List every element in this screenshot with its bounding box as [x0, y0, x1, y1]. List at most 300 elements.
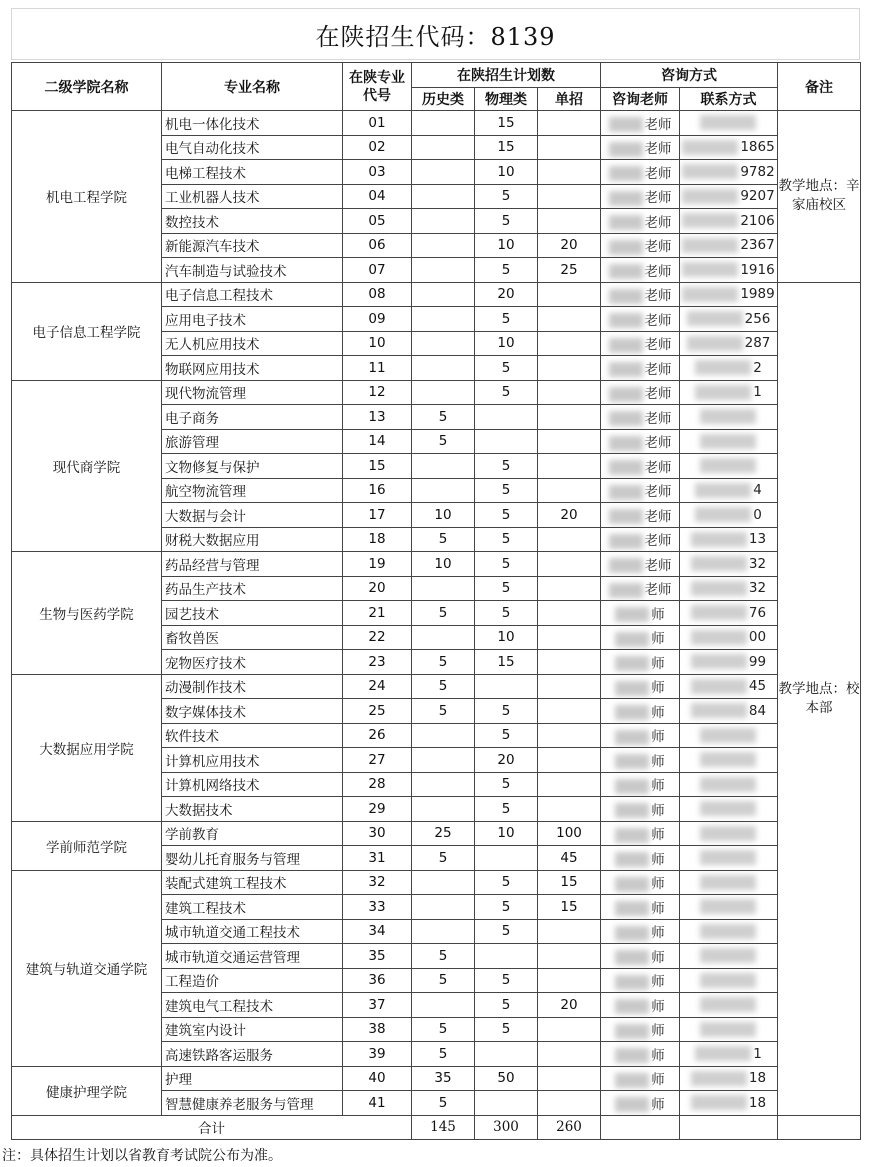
major-code: 34 — [343, 919, 412, 944]
consult-teacher — [601, 184, 680, 209]
major-code: 41 — [343, 1091, 412, 1116]
redacted-phone — [691, 654, 747, 669]
physics-count: 5 — [475, 895, 538, 920]
total-history: 145 — [412, 1115, 475, 1139]
history-count: 5 — [412, 601, 475, 626]
teacher-suffix: 老师 — [644, 214, 672, 231]
major-code: 38 — [343, 1017, 412, 1042]
consult-teacher — [601, 135, 680, 160]
redacted-phone — [700, 801, 756, 816]
major-code: 18 — [343, 527, 412, 552]
redacted-name — [609, 117, 643, 132]
contact-fragment: 2 — [753, 359, 762, 376]
major-code: 01 — [343, 111, 412, 136]
consult-contact — [680, 184, 778, 209]
redacted-name — [609, 436, 643, 451]
redacted-phone — [691, 679, 747, 694]
consult-teacher — [601, 723, 680, 748]
single-count: 100 — [538, 821, 601, 846]
redacted-phone — [700, 826, 756, 841]
major-name: 工业机器人技术 — [162, 184, 343, 209]
single-count: 20 — [538, 233, 601, 258]
redacted-name — [615, 828, 649, 843]
redacted-name — [615, 901, 649, 916]
teacher-suffix: 老师 — [644, 312, 672, 329]
single-count — [538, 356, 601, 381]
consult-contact — [680, 429, 778, 454]
physics-count: 5 — [475, 576, 538, 601]
single-count — [538, 405, 601, 430]
consult-teacher — [601, 307, 680, 332]
teacher-suffix: 老师 — [644, 582, 672, 599]
redacted-name — [609, 509, 643, 524]
teacher-suffix: 老师 — [644, 165, 672, 182]
major-code: 20 — [343, 576, 412, 601]
major-code: 03 — [343, 160, 412, 185]
single-count — [538, 160, 601, 185]
teacher-suffix: 师 — [651, 998, 665, 1015]
redacted-name — [609, 191, 643, 206]
consult-contact — [680, 723, 778, 748]
redacted-phone — [682, 164, 738, 179]
major-code: 07 — [343, 258, 412, 283]
history-count: 5 — [412, 650, 475, 675]
physics-count: 5 — [475, 919, 538, 944]
major-code: 25 — [343, 699, 412, 724]
contact-fragment: 00 — [748, 629, 767, 646]
history-count — [412, 356, 475, 381]
teacher-suffix: 老师 — [644, 263, 672, 280]
physics-count: 5 — [475, 478, 538, 503]
single-count — [538, 282, 601, 307]
contact-fragment: 0 — [753, 506, 762, 523]
history-count: 5 — [412, 1017, 475, 1042]
consult-teacher — [601, 331, 680, 356]
physics-count: 5 — [475, 797, 538, 822]
major-code: 09 — [343, 307, 412, 332]
teacher-suffix: 老师 — [644, 386, 672, 403]
contact-fragment: 99 — [748, 653, 767, 670]
history-count: 5 — [412, 674, 475, 699]
redacted-phone — [700, 850, 756, 865]
single-count — [538, 797, 601, 822]
major-code: 02 — [343, 135, 412, 160]
teacher-suffix: 师 — [651, 753, 665, 770]
single-count — [538, 454, 601, 479]
consult-teacher — [601, 699, 680, 724]
physics-count: 5 — [475, 552, 538, 577]
consult-teacher — [601, 846, 680, 871]
physics-count: 10 — [475, 331, 538, 356]
table-row — [12, 674, 861, 699]
consult-contact — [680, 821, 778, 846]
major-name: 动漫制作技术 — [162, 674, 343, 699]
teacher-suffix: 老师 — [644, 484, 672, 501]
teacher-suffix: 师 — [651, 851, 665, 868]
major-code: 27 — [343, 748, 412, 773]
physics-count — [475, 944, 538, 969]
redacted-phone — [700, 899, 756, 914]
teacher-suffix: 师 — [651, 827, 665, 844]
major-name: 新能源汽车技术 — [162, 233, 343, 258]
redacted-phone — [682, 140, 738, 155]
contact-fragment: 18 — [748, 1070, 767, 1087]
major-name: 机电一体化技术 — [162, 111, 343, 136]
single-count — [538, 1066, 601, 1091]
consult-teacher — [601, 160, 680, 185]
contact-fragment: 32 — [748, 555, 767, 572]
redacted-name — [609, 460, 643, 475]
consult-teacher — [601, 405, 680, 430]
redacted-phone — [691, 630, 747, 645]
history-count: 5 — [412, 846, 475, 871]
history-count — [412, 111, 475, 136]
consult-contact — [680, 527, 778, 552]
consult-teacher — [601, 1042, 680, 1067]
redacted-name — [609, 411, 643, 426]
physics-count: 15 — [475, 135, 538, 160]
physics-count: 20 — [475, 748, 538, 773]
teacher-suffix: 老师 — [644, 361, 672, 378]
college-name: 机电工程学院 — [12, 111, 162, 283]
redacted-name — [615, 950, 649, 965]
major-code: 22 — [343, 625, 412, 650]
history-count — [412, 233, 475, 258]
major-name: 学前教育 — [162, 821, 343, 846]
redacted-name — [615, 656, 649, 671]
consult-contact — [680, 601, 778, 626]
consult-contact — [680, 797, 778, 822]
teacher-suffix: 师 — [651, 704, 665, 721]
major-name: 护理 — [162, 1066, 343, 1091]
consult-teacher — [601, 919, 680, 944]
major-code: 16 — [343, 478, 412, 503]
redacted-name — [615, 852, 649, 867]
contact-fragment: 18 — [748, 1094, 767, 1111]
header-history: 历史类 — [412, 88, 475, 111]
history-count: 35 — [412, 1066, 475, 1091]
major-name: 智慧健康养老服务与管理 — [162, 1091, 343, 1116]
single-count: 15 — [538, 870, 601, 895]
redacted-phone — [700, 434, 756, 449]
single-count: 15 — [538, 895, 601, 920]
redacted-name — [609, 362, 643, 377]
consult-teacher — [601, 258, 680, 283]
history-count — [412, 870, 475, 895]
teacher-suffix: 老师 — [644, 190, 672, 207]
major-name: 建筑电气工程技术 — [162, 993, 343, 1018]
consult-teacher — [601, 674, 680, 699]
redacted-name — [615, 926, 649, 941]
consult-contact — [680, 748, 778, 773]
physics-count: 5 — [475, 307, 538, 332]
physics-count: 10 — [475, 233, 538, 258]
consult-contact — [680, 772, 778, 797]
single-count: 20 — [538, 503, 601, 528]
history-count — [412, 160, 475, 185]
teacher-suffix: 老师 — [644, 239, 672, 256]
major-name: 电气自动化技术 — [162, 135, 343, 160]
consult-contact — [680, 846, 778, 871]
single-count — [538, 429, 601, 454]
physics-count: 5 — [475, 258, 538, 283]
major-code: 08 — [343, 282, 412, 307]
teacher-suffix: 老师 — [644, 141, 672, 158]
history-count — [412, 258, 475, 283]
contact-fragment: 4 — [753, 482, 762, 499]
consult-contact — [680, 258, 778, 283]
teacher-suffix: 师 — [651, 974, 665, 991]
major-name: 电子商务 — [162, 405, 343, 430]
major-name: 物联网应用技术 — [162, 356, 343, 381]
consult-contact — [680, 454, 778, 479]
physics-count — [475, 405, 538, 430]
consult-contact — [680, 380, 778, 405]
history-count — [412, 919, 475, 944]
consult-teacher — [601, 748, 680, 773]
single-count — [538, 552, 601, 577]
single-count — [538, 1017, 601, 1042]
physics-count: 5 — [475, 356, 538, 381]
single-count — [538, 919, 601, 944]
teacher-suffix: 师 — [651, 1096, 665, 1113]
redacted-phone — [700, 115, 756, 130]
physics-count: 5 — [475, 993, 538, 1018]
major-code: 14 — [343, 429, 412, 454]
physics-count: 10 — [475, 625, 538, 650]
major-name: 旅游管理 — [162, 429, 343, 454]
major-code: 31 — [343, 846, 412, 871]
history-count: 5 — [412, 944, 475, 969]
total-physics: 300 — [475, 1115, 538, 1139]
redacted-phone — [682, 189, 738, 204]
physics-count: 5 — [475, 209, 538, 234]
redacted-name — [615, 754, 649, 769]
consult-teacher — [601, 650, 680, 675]
redacted-name — [609, 240, 643, 255]
major-name: 大数据与会计 — [162, 503, 343, 528]
teacher-suffix: 老师 — [644, 557, 672, 574]
major-code: 33 — [343, 895, 412, 920]
major-code: 17 — [343, 503, 412, 528]
redacted-name — [615, 779, 649, 794]
consult-teacher — [601, 356, 680, 381]
single-count — [538, 601, 601, 626]
consult-teacher — [601, 1066, 680, 1091]
major-code: 39 — [343, 1042, 412, 1067]
table-row — [12, 821, 861, 846]
consult-teacher — [601, 503, 680, 528]
major-code: 28 — [343, 772, 412, 797]
consult-contact — [680, 1091, 778, 1116]
major-name: 城市轨道交通工程技术 — [162, 919, 343, 944]
contact-fragment: 32 — [748, 580, 767, 597]
single-count: 45 — [538, 846, 601, 871]
physics-count: 50 — [475, 1066, 538, 1091]
header-college: 二级学院名称 — [12, 63, 162, 111]
teacher-suffix: 师 — [651, 680, 665, 697]
major-code: 26 — [343, 723, 412, 748]
major-code: 10 — [343, 331, 412, 356]
consult-contact — [680, 625, 778, 650]
redacted-name — [615, 1073, 649, 1088]
redacted-name — [615, 1048, 649, 1063]
history-count — [412, 625, 475, 650]
single-count — [538, 1042, 601, 1067]
redacted-phone — [687, 311, 743, 326]
redacted-phone — [700, 997, 756, 1012]
major-code: 29 — [343, 797, 412, 822]
redacted-name — [615, 975, 649, 990]
history-count: 10 — [412, 503, 475, 528]
teacher-suffix: 师 — [651, 606, 665, 623]
consult-contact — [680, 356, 778, 381]
remark: 教学地点：辛家庙校区 — [778, 111, 861, 283]
redacted-name — [615, 607, 649, 622]
history-count — [412, 307, 475, 332]
consult-contact — [680, 331, 778, 356]
header-physics: 物理类 — [475, 88, 538, 111]
redacted-name — [609, 142, 643, 157]
header-note: 备注 — [778, 63, 861, 111]
major-name: 财税大数据应用 — [162, 527, 343, 552]
consult-teacher — [601, 821, 680, 846]
consult-contact — [680, 209, 778, 234]
history-count: 5 — [412, 527, 475, 552]
page-title: 在陕招生代码：8139 — [315, 22, 556, 51]
redacted-phone — [700, 924, 756, 939]
consult-contact — [680, 1017, 778, 1042]
consult-teacher — [601, 429, 680, 454]
consult-contact — [680, 233, 778, 258]
redacted-name — [615, 1024, 649, 1039]
major-name: 工程造价 — [162, 968, 343, 993]
single-count — [538, 184, 601, 209]
redacted-name — [615, 681, 649, 696]
total-single: 260 — [538, 1115, 601, 1139]
history-count — [412, 184, 475, 209]
major-code: 21 — [343, 601, 412, 626]
major-code: 05 — [343, 209, 412, 234]
header-single: 单招 — [538, 88, 601, 111]
teacher-suffix: 师 — [651, 729, 665, 746]
redacted-phone — [691, 605, 747, 620]
physics-count — [475, 1042, 538, 1067]
single-count — [538, 331, 601, 356]
history-count: 5 — [412, 699, 475, 724]
physics-count: 5 — [475, 503, 538, 528]
consult-teacher — [601, 797, 680, 822]
contact-fragment: 76 — [748, 604, 767, 621]
physics-count: 5 — [475, 699, 538, 724]
teacher-suffix: 老师 — [644, 116, 672, 133]
major-name: 园艺技术 — [162, 601, 343, 626]
redacted-name — [609, 338, 643, 353]
redacted-name — [609, 485, 643, 500]
major-code: 06 — [343, 233, 412, 258]
major-code: 35 — [343, 944, 412, 969]
consult-contact — [680, 944, 778, 969]
major-name: 文物修复与保护 — [162, 454, 343, 479]
history-count — [412, 331, 475, 356]
major-name: 无人机应用技术 — [162, 331, 343, 356]
physics-count: 20 — [475, 282, 538, 307]
single-count — [538, 748, 601, 773]
consult-teacher — [601, 282, 680, 307]
redacted-name — [609, 313, 643, 328]
physics-count: 5 — [475, 772, 538, 797]
physics-count: 5 — [475, 723, 538, 748]
major-code: 23 — [343, 650, 412, 675]
major-code: 12 — [343, 380, 412, 405]
single-count — [538, 699, 601, 724]
teacher-suffix: 师 — [651, 655, 665, 672]
contact-fragment: 1 — [753, 1045, 762, 1062]
header-teacher: 咨询老师 — [601, 88, 680, 111]
college-name: 生物与医药学院 — [12, 552, 162, 675]
teacher-suffix: 老师 — [644, 459, 672, 476]
physics-count: 5 — [475, 454, 538, 479]
major-code: 30 — [343, 821, 412, 846]
teacher-suffix: 老师 — [644, 337, 672, 354]
history-count — [412, 135, 475, 160]
consult-contact — [680, 405, 778, 430]
major-name: 高速铁路客运服务 — [162, 1042, 343, 1067]
contact-fragment: 84 — [748, 702, 767, 719]
redacted-phone — [700, 409, 756, 424]
redacted-phone — [695, 360, 751, 375]
single-count — [538, 944, 601, 969]
consult-teacher — [601, 1091, 680, 1116]
consult-teacher — [601, 454, 680, 479]
redacted-phone — [700, 777, 756, 792]
physics-count — [475, 1091, 538, 1116]
college-name: 电子信息工程学院 — [12, 282, 162, 380]
history-count — [412, 454, 475, 479]
major-code: 11 — [343, 356, 412, 381]
redacted-name — [609, 534, 643, 549]
redacted-name — [609, 583, 643, 598]
major-name: 数字媒体技术 — [162, 699, 343, 724]
redacted-phone — [700, 458, 756, 473]
contact-fragment: 2367 — [740, 237, 775, 254]
single-count: 25 — [538, 258, 601, 283]
history-count — [412, 797, 475, 822]
redacted-name — [615, 999, 649, 1014]
redacted-phone — [700, 973, 756, 988]
single-count — [538, 576, 601, 601]
physics-count: 10 — [475, 821, 538, 846]
table-row — [12, 870, 861, 895]
consult-contact — [680, 552, 778, 577]
teacher-suffix: 师 — [651, 876, 665, 893]
history-count — [412, 772, 475, 797]
major-name: 大数据技术 — [162, 797, 343, 822]
redacted-phone — [700, 752, 756, 767]
history-count — [412, 576, 475, 601]
consult-contact — [680, 968, 778, 993]
major-code: 13 — [343, 405, 412, 430]
total-teacher — [601, 1115, 680, 1139]
teacher-suffix: 师 — [651, 802, 665, 819]
college-name: 健康护理学院 — [12, 1066, 162, 1115]
major-name: 畜牧兽医 — [162, 625, 343, 650]
physics-count: 5 — [475, 968, 538, 993]
college-name: 学前师范学院 — [12, 821, 162, 870]
history-count: 10 — [412, 552, 475, 577]
physics-count: 15 — [475, 111, 538, 136]
total-contact — [680, 1115, 778, 1139]
